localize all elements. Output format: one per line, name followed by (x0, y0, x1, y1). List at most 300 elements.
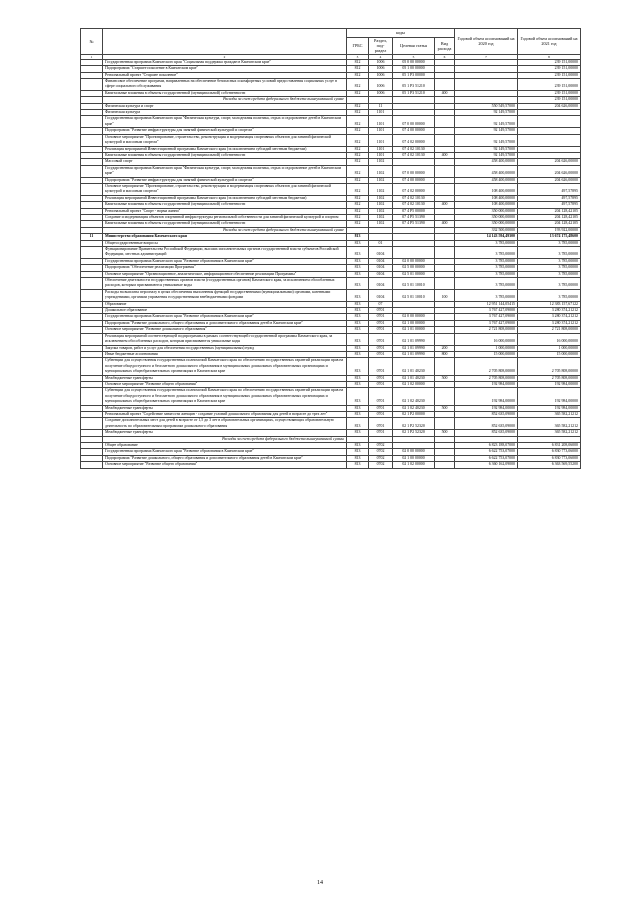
row-grbs-cell: 813 (347, 418, 369, 430)
header-codes: коды (347, 29, 455, 38)
row-amount-2021-cell: 3 785,00000 (518, 258, 581, 264)
row-grbs-cell: 812 (347, 202, 369, 208)
row-vr-cell (435, 418, 455, 430)
row-razdel-cell: 0701 (369, 411, 393, 417)
row-name-cell: Массовый спорт (103, 159, 347, 165)
row-number-cell (81, 278, 103, 290)
row-name-cell: Подпрограмма "Обеспечение реализации Программы" (103, 265, 347, 271)
row-amount-2021-cell: 239 151,00000 (518, 66, 581, 72)
column-index: 3 (347, 54, 369, 59)
row-name-cell: Подпрограмма "Развитие дошкольного, общего образования и дополнительного образования детей в Камчатском крае" (103, 455, 347, 461)
row-name-cell: Дошкольное образование (103, 308, 347, 314)
header-num: № (81, 29, 103, 55)
row-number-cell (81, 247, 103, 259)
row-name-cell: Государственная программа Камчатского края "Социальная поддержка граждан в Камчатском крае" (103, 59, 347, 65)
row-grbs-cell: 812 (347, 159, 369, 165)
row-csr-cell: 02 1 00 00000 (393, 320, 435, 326)
row-amount-2021-cell: 2 705 808,00000 (518, 358, 581, 375)
row-amount-2020-cell: 3 785,00000 (455, 258, 518, 264)
row-name-cell: Региональный проект "Содействие занятости женщин - создание условий дошкольного образования для детей в возрасте до трех лет" (103, 411, 347, 417)
row-name-cell: Капитальные вложения в объекты государственной (муниципальной) собственности (103, 202, 347, 208)
row-grbs-cell: 813 (347, 381, 369, 387)
row-grbs-cell: 812 (347, 79, 369, 91)
row-grbs-cell: 812 (347, 116, 369, 128)
row-amount-2021-cell: 3 785,00000 (518, 289, 581, 301)
row-name-cell: Основное мероприятие "Проектирование, строительство, реконструкция и модернизация спортивных объектов для занятий физической культурой и массовым спортом" (103, 134, 347, 146)
row-csr-cell: 07 4 02 10130 (393, 146, 435, 152)
row-grbs-cell: 813 (347, 449, 369, 455)
column-index: 6 (435, 54, 455, 59)
row-amount-2021-cell (518, 116, 581, 128)
row-razdel-cell: 1102 (369, 195, 393, 201)
row-razdel-cell: 0701 (369, 351, 393, 357)
row-amount-2021-cell: 239 151,00000 (518, 59, 581, 65)
row-csr-cell: 02 1 01 00000 (393, 327, 435, 333)
row-razdel-cell: 1006 (369, 72, 393, 78)
row-razdel-cell: 1006 (369, 79, 393, 91)
row-razdel-cell: 1102 (369, 221, 393, 227)
row-name-cell: Государственная программа Камчатского края "Развитие образования в Камчатском крае" (103, 258, 347, 264)
row-csr-cell: 02 1 02 40230 (393, 388, 435, 405)
row-razdel-cell: 1006 (369, 90, 393, 96)
row-number-cell (81, 358, 103, 375)
row-csr-cell: 02 1 02 40230 (393, 405, 435, 411)
row-csr-cell: 02 1 01 40230 (393, 375, 435, 381)
row-razdel-cell: 07 (369, 301, 393, 307)
row-name-cell: Функционирование Правительства Российской Федерации, высших исполнительных органов государственной власти субъектов Российской Федерации, местных администраций (103, 247, 347, 259)
row-vr-cell: 400 (435, 202, 455, 208)
row-razdel-cell: 1102 (369, 214, 393, 220)
row-grbs-cell: 813 (347, 278, 369, 290)
row-name-cell: Подпрограмма "Развитие инфраструктуры для занятий физической культурой и спортом" (103, 177, 347, 183)
row-name-cell: Субвенции для осуществления государственных полномочий Камчатского края по обеспечению государственных гарантий реализации прав на получение общедоступного и бесплатного дошкольного образования в муниципальных дошкольных образовательных организациях и муниципальных общеобразовательных организациях в Камчатском крае (103, 388, 347, 405)
row-amount-2021-cell: 16 000,00000 (518, 333, 581, 345)
row-amount-2021-cell: 204 626,00000 (518, 103, 581, 109)
row-amount-2020-cell: 852 635,09000 (455, 418, 518, 430)
row-number-cell (81, 134, 103, 146)
row-name-cell: Подпрограмма "Развитие дошкольного, общего образования и дополнительного образования детей в Камчатском крае" (103, 320, 347, 326)
table-row (81, 247, 581, 259)
row-amount-2021-cell: 6 831 208,06000 (518, 443, 581, 449)
row-name-cell: Основное мероприятие "Развитие дошкольного образования" (103, 327, 347, 333)
row-razdel-cell: 0104 (369, 271, 393, 277)
row-amount-2020-cell: 1 000,00000 (455, 345, 518, 351)
row-razdel-cell: 1101 (369, 116, 393, 128)
budget-table (80, 28, 581, 469)
row-amount-2020-cell: 6 823 188,07000 (455, 443, 518, 449)
row-amount-2020-cell: 192 984,00000 (455, 405, 518, 411)
row-csr-cell: 02 5 01 10010 (393, 278, 435, 290)
row-name-cell: Капитальные вложения в объекты государственной (муниципальной) собственности (103, 90, 347, 96)
column-index: 8 (518, 54, 581, 59)
row-amount-2020-cell: 458 400,00000 (455, 165, 518, 177)
row-vr-cell: 500 (435, 430, 455, 436)
table-body (81, 59, 581, 468)
row-razdel-cell: 0701 (369, 308, 393, 314)
row-vr-cell: 400 (435, 90, 455, 96)
row-vr-cell (435, 388, 455, 405)
row-razdel-cell: 1102 (369, 165, 393, 177)
row-razdel-cell: 0701 (369, 381, 393, 387)
row-razdel-cell: 0702 (369, 455, 393, 461)
row-csr-cell: 07 4 02 00000 (393, 183, 435, 195)
table-row (81, 418, 581, 430)
row-csr-cell: 07 0 00 00000 (393, 165, 435, 177)
row-razdel-cell: 0702 (369, 443, 393, 449)
row-amount-2020-cell: 3 785,00000 (455, 247, 518, 259)
column-index: 1 (81, 54, 103, 59)
row-name-cell: Расходы на выплаты персоналу в целях обеспечения выполнения функций государственными (муниципальными) органами, казенными учреждениями, органами управления государственными внебюджетными фондами (103, 289, 347, 301)
row-name-cell: Общее образование (103, 443, 347, 449)
row-grbs-cell: 813 (347, 271, 369, 277)
row-name-cell: Создание и модернизация объектов спортивной инфраструктуры региональной собственности для занятий физической культурой и спортом (103, 214, 347, 220)
table-row (81, 134, 581, 146)
row-vr-cell (435, 278, 455, 290)
row-amount-2021-cell: 3 280 374,21212 (518, 314, 581, 320)
row-amount-2020-cell: 12 951 144,05415 (455, 301, 518, 307)
row-vr-cell (435, 333, 455, 345)
row-name-cell: Государственная программа Камчатского края "Развитие образования в Камчатском крае" (103, 314, 347, 320)
row-amount-2020-cell: 14 143 594,49300 (455, 234, 518, 240)
row-grbs-cell: 813 (347, 455, 369, 461)
row-csr-cell: 07 4 P5 51390 (393, 221, 435, 227)
header-razdel: Раздел, под-раздел (369, 38, 393, 55)
row-vr-cell (435, 247, 455, 259)
row-amount-2020-cell: 3 767 427,09000 (455, 320, 518, 326)
row-amount-2021-cell: 6 830 773,06000 (518, 455, 581, 461)
row-razdel-cell: 0701 (369, 358, 393, 375)
row-name-cell: Межбюджетные трансферты (103, 405, 347, 411)
row-grbs-cell: 812 (347, 59, 369, 65)
row-amount-2020-cell: 3 767 427,09000 (455, 314, 518, 320)
row-amount-2021-cell: 192 984,00000 (518, 405, 581, 411)
row-csr-cell: 07 4 02 10130 (393, 152, 435, 158)
row-amount-2020-cell: 92 149,57000 (455, 110, 518, 116)
row-amount-2021-cell (518, 134, 581, 146)
row-csr-cell: 07 4 02 10130 (393, 195, 435, 201)
row-razdel-cell: 1101 (369, 134, 393, 146)
row-grbs-cell: 813 (347, 308, 369, 314)
row-razdel-cell: 0104 (369, 247, 393, 259)
row-grbs-cell: 813 (347, 405, 369, 411)
row-name-cell: Закупка товаров, работ и услуг для обеспечения государственных (муниципальных) нужд (103, 345, 347, 351)
row-csr-cell: 02 5 00 00000 (393, 265, 435, 271)
row-csr-cell: 02 1 00 00000 (393, 455, 435, 461)
row-amount-2020-cell: 550 549,57000 (455, 103, 518, 109)
row-name-cell: Подпрограмма "Старшее поколение в Камчатском крае" (103, 66, 347, 72)
row-razdel-cell: 0702 (369, 462, 393, 468)
row-name-cell: Государственная программа Камчатского края "Физическая культура, спорт, молодежная политика, отдых и оздоровление детей в Камчатском крае" (103, 116, 347, 128)
row-amount-2021-cell: 192 984,00000 (518, 388, 581, 405)
row-amount-2021-cell: 497,57895 (518, 183, 581, 195)
row-amount-2020-cell: 92 149,57000 (455, 146, 518, 152)
row-grbs-cell: 813 (347, 301, 369, 307)
row-vr-cell: 500 (435, 375, 455, 381)
row-csr-cell: 02 1 01 09990 (393, 333, 435, 345)
row-grbs-cell: 813 (347, 314, 369, 320)
row-amount-2020-cell: 458 400,00000 (455, 177, 518, 183)
row-number-cell (81, 183, 103, 195)
row-csr-cell: 02 1 01 09990 (393, 345, 435, 351)
row-amount-2021-cell: 204 128,42105 (518, 208, 581, 214)
row-grbs-cell: 813 (347, 358, 369, 375)
table-row (81, 79, 581, 91)
row-vr-cell: 800 (435, 351, 455, 357)
row-razdel-cell: 0104 (369, 278, 393, 290)
row-razdel-cell: 0104 (369, 289, 393, 301)
row-amount-2020-cell: 3 785,00000 (455, 289, 518, 301)
row-razdel-cell: 0104 (369, 258, 393, 264)
row-grbs-cell: 813 (347, 388, 369, 405)
row-amount-2021-cell: 497,57895 (518, 202, 581, 208)
row-razdel-cell: 1101 (369, 110, 393, 116)
row-name-cell: Создание дополнительных мест для детей в возрасте от 1,5 до 3 лет в образовательных организациях, осуществляющих образовательную деятельность по образовательным программам дошкольного образования (103, 418, 347, 430)
row-amount-2021-cell: 6 363 569,55200 (518, 462, 581, 468)
row-csr-cell (393, 247, 435, 259)
row-vr-cell: 100 (435, 289, 455, 301)
row-name-cell: Основное мероприятие "Проектирование, строительство, реконструкция и модернизация спортивных объектов для занятий физической культурой и массовым спортом" (103, 183, 347, 195)
row-number-cell (81, 116, 103, 128)
row-grbs-cell: 812 (347, 177, 369, 183)
row-amount-2021-cell: 3 785,00000 (518, 265, 581, 271)
table-row (81, 358, 581, 375)
row-csr-cell: 05 1 P3 51210 (393, 90, 435, 96)
page-number: 14 (317, 880, 323, 886)
row-number-cell (81, 418, 103, 430)
row-grbs-cell: 812 (347, 72, 369, 78)
row-name-cell: Межбюджетные трансферты (103, 375, 347, 381)
row-amount-2020-cell: 350 000,00000 (455, 221, 518, 227)
row-name-cell: Подпрограмма "Развитие инфраструктуры для занятий физической культурой и спортом" (103, 128, 347, 134)
row-name-cell: Обеспечение деятельности государственных органов власти (государственных органов) Камчатского края, за исключением обособленных расходов, которым присваиваются уникальные коды (103, 278, 347, 290)
table-row (81, 462, 581, 468)
row-razdel-cell: 0701 (369, 430, 393, 436)
row-amount-2020-cell: 192 984,00000 (455, 388, 518, 405)
row-name-cell: Образование (103, 301, 347, 307)
row-vr-cell (435, 183, 455, 195)
row-amount-2020-cell: 852 635,09000 (455, 430, 518, 436)
row-amount-2020-cell: 852 635,09000 (455, 411, 518, 417)
row-razdel-cell: 0702 (369, 449, 393, 455)
row-razdel-cell: 0701 (369, 405, 393, 411)
header-name (103, 29, 347, 55)
table-row (81, 333, 581, 345)
row-name-cell: Государственная программа Камчатского края "Физическая культура, спорт, молодежная политика, отдых и оздоровление детей в Камчатском крае" (103, 165, 347, 177)
row-grbs-cell: 813 (347, 345, 369, 351)
row-razdel-cell: 1101 (369, 146, 393, 152)
row-csr-cell: 02 1 P2 00000 (393, 411, 435, 417)
row-number-cell (81, 333, 103, 345)
row-name-cell: Иные бюджетные ассигнования (103, 351, 347, 357)
row-razdel-cell: 1101 (369, 128, 393, 134)
row-amount-2021-cell: 3 785,00000 (518, 278, 581, 290)
row-grbs-cell: 813 (347, 247, 369, 259)
row-name-cell: Капитальные вложения в объекты государственной (муниципальной) собственности (103, 221, 347, 227)
row-grbs-cell: 812 (347, 128, 369, 134)
row-amount-2020-cell: 6 622 753,07000 (455, 449, 518, 455)
row-name-cell: Финансовое обеспечение программ, направленных на обеспечение безопасных и комфортных условий предоставления социальных услуг в сфере социального обслуживания (103, 79, 347, 91)
row-razdel-cell: 1102 (369, 202, 393, 208)
row-amount-2021-cell: 365 582,21212 (518, 418, 581, 430)
row-csr-cell: 07 4 00 00000 (393, 177, 435, 183)
row-amount-2020-cell: 16 000,00000 (455, 333, 518, 345)
row-amount-2021-cell: 6 830 773,06000 (518, 449, 581, 455)
header-year-2021: Годовой объем ассигнований на 2021 год (518, 29, 581, 55)
row-csr-cell: 02 0 00 00000 (393, 449, 435, 455)
row-amount-2020-cell: 6 360 162,09000 (455, 462, 518, 468)
row-amount-2021-cell: 204 626,00000 (518, 165, 581, 177)
row-amount-2021-cell: 497,57895 (518, 195, 581, 201)
row-vr-cell (435, 165, 455, 177)
row-amount-2021-cell: 365 582,21212 (518, 411, 581, 417)
row-name-cell: Межбюджетные трансферты (103, 430, 347, 436)
row-amount-2020-cell: 6 622 753,07000 (455, 455, 518, 461)
row-csr-cell: 02 0 00 00000 (393, 314, 435, 320)
row-grbs-cell: 813 (347, 327, 369, 333)
column-index: 2 (103, 54, 347, 59)
table-header (81, 29, 581, 60)
row-csr-cell: 07 4 02 10130 (393, 202, 435, 208)
row-amount-2021-cell: 204 128,42105 (518, 221, 581, 227)
table-row (81, 289, 581, 301)
column-index: 7 (455, 54, 518, 59)
column-index: 4 (369, 54, 393, 59)
row-csr-cell: 02 1 P2 52320 (393, 418, 435, 430)
row-number-cell: 11 (81, 234, 103, 240)
row-csr-cell: 07 4 P5 51390 (393, 214, 435, 220)
header-vr: Вид расхода (435, 38, 455, 55)
row-vr-cell: 400 (435, 152, 455, 158)
row-razdel-cell: 0701 (369, 314, 393, 320)
table-row (81, 165, 581, 177)
row-vr-cell (435, 79, 455, 91)
row-razdel-cell: 1006 (369, 66, 393, 72)
row-csr-cell: 02 0 00 00000 (393, 258, 435, 264)
row-amount-2020-cell (455, 79, 518, 91)
row-amount-2021-cell: 2 721 808,00000 (518, 327, 581, 333)
row-grbs-cell: 812 (347, 165, 369, 177)
row-amount-2021-cell: 3 280 374,21212 (518, 320, 581, 326)
row-vr-cell (435, 116, 455, 128)
row-name-cell: Реализация мероприятий Инвестиционной программы Камчатского края (за исключением субсидий местным бюджетам) (103, 195, 347, 201)
row-vr-cell: 400 (435, 221, 455, 227)
row-csr-cell: 07 4 00 00000 (393, 128, 435, 134)
row-grbs-cell: 812 (347, 146, 369, 152)
row-amount-2021-cell: 13 674 175,48600 (518, 234, 581, 240)
row-grbs-cell: 812 (347, 66, 369, 72)
row-amount-2020-cell: 350 000,00000 (455, 214, 518, 220)
row-grbs-cell: 812 (347, 90, 369, 96)
row-amount-2021-cell: 3 280 374,21212 (518, 308, 581, 314)
row-number-cell (81, 79, 103, 91)
row-name-cell: Физическая культура и спорт (103, 103, 347, 109)
header-csr: Целевая статья (393, 38, 435, 55)
row-csr-cell: 02 5 01 10010 (393, 289, 435, 301)
row-grbs-cell: 812 (347, 208, 369, 214)
row-razdel-cell: 1101 (369, 152, 393, 158)
row-csr-cell: 02 1 02 00000 (393, 381, 435, 387)
row-razdel-cell: 01 (369, 240, 393, 246)
row-name-cell: Реализация мероприятий соответствующей подпрограммы в рамках соответствующей государственной программы Камчатского края, за исключением обособленных расходов, которым присваиваются уникальные коды (103, 333, 347, 345)
row-vr-cell (435, 358, 455, 375)
row-grbs-cell: 813 (347, 258, 369, 264)
row-name-cell: Физическая культура (103, 110, 347, 116)
row-csr-cell: 07 0 00 00000 (393, 116, 435, 128)
row-amount-2020-cell: 3 785,00000 (455, 265, 518, 271)
row-grbs-cell: 813 (347, 375, 369, 381)
row-razdel-cell: 1102 (369, 208, 393, 214)
row-name-cell: Государственная программа Камчатского края "Развитие образования в Камчатском крае" (103, 449, 347, 455)
row-name-cell: Субвенции для осуществления государственных полномочий Камчатского края по обеспечению государственных гарантий реализации прав на получение общедоступного и бесплатного дошкольного образования в муниципальных дошкольных образовательных организациях и муниципальных общеобразовательных организациях в Камчатском крае (103, 358, 347, 375)
row-csr-cell: 02 1 P2 52320 (393, 430, 435, 436)
row-amount-2020-cell: 350 000,00000 (455, 208, 518, 214)
row-amount-2021-cell: 204 626,00000 (518, 177, 581, 183)
row-number-cell (81, 388, 103, 405)
row-name-cell: Региональный проект "Спорт - норма жизни" (103, 208, 347, 214)
row-razdel-cell: 0701 (369, 345, 393, 351)
row-grbs-cell: 812 (347, 134, 369, 146)
row-grbs-cell: 813 (347, 234, 369, 240)
row-csr-cell: 05 1 P3 51210 (393, 79, 435, 91)
row-csr-cell: 02 5 01 00000 (393, 271, 435, 277)
row-amount-2021-cell: 204 128,42105 (518, 214, 581, 220)
row-amount-2021-cell: 239 151,00000 (518, 72, 581, 78)
row-amount-2021-cell: 192 984,00000 (518, 381, 581, 387)
row-number-cell (81, 289, 103, 301)
row-amount-2020-cell: 108 400,00000 (455, 195, 518, 201)
header-year-2020: Годовой объем ассигнований на 2020 год (455, 29, 518, 55)
row-grbs-cell: 813 (347, 289, 369, 301)
row-amount-2021-cell: 1 000,00000 (518, 345, 581, 351)
row-razdel-cell: 1102 (369, 177, 393, 183)
row-csr-cell: 02 1 01 09990 (393, 351, 435, 357)
row-csr-cell: 02 1 02 00000 (393, 462, 435, 468)
row-grbs-cell: 813 (347, 443, 369, 449)
row-name-cell: Основное мероприятие "Развитие общего образования" (103, 381, 347, 387)
row-amount-2020-cell: 192 984,00000 (455, 381, 518, 387)
row-amount-2021-cell: 12 383 157,67122 (518, 301, 581, 307)
row-vr-cell: 200 (435, 345, 455, 351)
row-razdel-cell: 0701 (369, 375, 393, 381)
row-amount-2020-cell: 108 400,00000 (455, 183, 518, 195)
table-row (81, 183, 581, 195)
row-name-cell: Капитальные вложения в объекты государственной (муниципальной) собственности (103, 152, 347, 158)
row-csr-cell: 07 4 02 00000 (393, 134, 435, 146)
row-name-cell: Основное мероприятие "Организационное, аналитическое, информационное обеспечение реализации Программы" (103, 271, 347, 277)
row-amount-2020-cell: 3 785,00000 (455, 240, 518, 246)
row-grbs-cell: 813 (347, 320, 369, 326)
row-amount-2021-cell: 3 785,00000 (518, 271, 581, 277)
row-grbs-cell: 812 (347, 195, 369, 201)
row-name-cell: Министерство образования Камчатского края (103, 234, 347, 240)
row-grbs-cell: 813 (347, 240, 369, 246)
row-grbs-cell: 812 (347, 221, 369, 227)
table-row (81, 214, 581, 220)
row-name-cell: Региональный проект "Старшее поколение" (103, 72, 347, 78)
row-amount-2021-cell: 239 151,00000 (518, 97, 581, 103)
row-razdel-cell: 0701 (369, 418, 393, 430)
row-csr-cell: 05 1 P3 00000 (393, 72, 435, 78)
row-amount-2021-cell: 193 922,00000 (518, 227, 581, 233)
row-razdel-cell: 0104 (369, 265, 393, 271)
row-amount-2020-cell: 15 000,00000 (455, 351, 518, 357)
row-name-cell: Расходы за счет средств федерального бюджета вышеуказанной сумме (103, 97, 347, 103)
row-amount-2021-cell: 3 785,00000 (518, 240, 581, 246)
row-csr-cell: 05 0 00 00000 (393, 59, 435, 65)
row-amount-2021-cell: 239 151,00000 (518, 90, 581, 96)
row-amount-2020-cell: 108 400,00000 (455, 202, 518, 208)
row-amount-2021-cell: 365 582,21212 (518, 430, 581, 436)
